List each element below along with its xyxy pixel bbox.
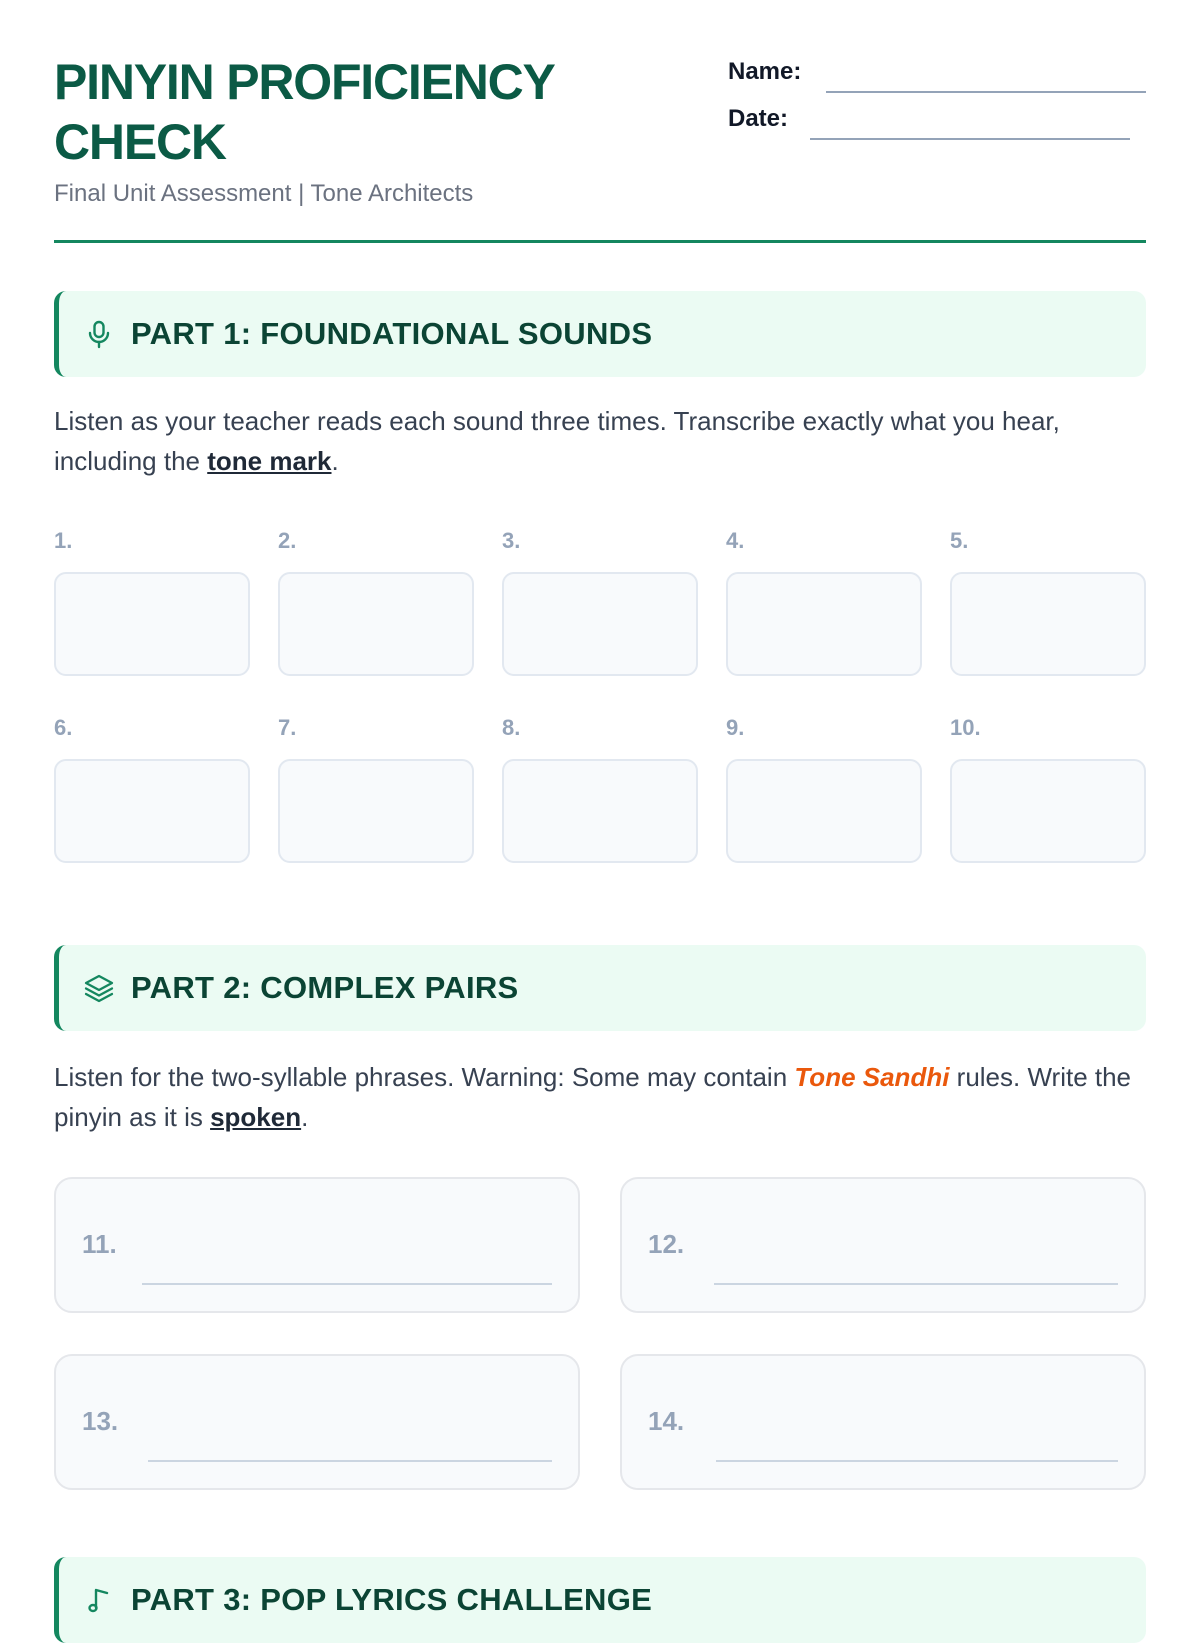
pair-item	[54, 1354, 580, 1490]
item-number: 11.	[82, 1229, 117, 1259]
part2-instructions-middle: rules. Write the pinyin as it is	[54, 1062, 1132, 1132]
page-title: PINYIN PROFICIENCY CHECK	[54, 54, 554, 170]
part1-instructions-text: Listen as your teacher reads each sound three times. Transcribe exactly what you hear, including the	[54, 406, 1060, 476]
sound-item	[54, 715, 250, 895]
pair-item	[54, 1177, 580, 1313]
answer-line[interactable]	[716, 1460, 1118, 1462]
item-number: 10.	[950, 715, 981, 740]
sound-item	[54, 528, 250, 708]
answer-box[interactable]	[726, 759, 922, 863]
sound-item	[278, 715, 474, 895]
sound-item	[950, 528, 1146, 708]
part1-row-1	[54, 528, 1146, 708]
page-subtitle: Final Unit Assessment | Tone Architects	[54, 180, 474, 207]
part2-banner	[54, 945, 1146, 1031]
date-row	[728, 101, 1146, 148]
sound-item	[726, 715, 922, 895]
item-number: 12.	[648, 1229, 685, 1259]
answer-line[interactable]	[714, 1283, 1118, 1285]
item-number: 14.	[648, 1406, 685, 1436]
part1-instructions	[54, 401, 1146, 481]
item-number: 8.	[502, 715, 521, 740]
part2-instructions-text: Listen for the two-syllable phrases. Warning: Some may contain	[54, 1062, 795, 1092]
part1-title: PART 1: FOUNDATIONAL SOUNDS	[131, 316, 653, 351]
name-label: Name:	[728, 58, 802, 85]
header-divider	[54, 240, 1146, 243]
part2-emphasis: spoken	[210, 1102, 302, 1132]
worksheet-page	[54, 0, 1146, 1617]
student-info	[728, 54, 1146, 148]
part2-instructions-end: .	[301, 1102, 309, 1132]
item-number: 6.	[54, 715, 73, 740]
part3-title: PART 3: POP LYRICS CHALLENGE	[131, 1582, 653, 1617]
sound-item	[726, 528, 922, 708]
date-label: Date:	[728, 105, 789, 132]
music-note-icon	[83, 1584, 115, 1616]
sound-item	[502, 715, 698, 895]
answer-box[interactable]	[278, 572, 474, 676]
item-number: 4.	[726, 528, 745, 553]
item-number: 5.	[950, 528, 969, 553]
layers-icon	[83, 972, 115, 1004]
part1-row-2	[54, 715, 1146, 895]
answer-box[interactable]	[950, 572, 1146, 676]
part2-instructions	[54, 1057, 1146, 1137]
item-number: 9.	[726, 715, 745, 740]
item-number: 13.	[82, 1406, 119, 1436]
answer-box[interactable]	[726, 572, 922, 676]
answer-line[interactable]	[148, 1460, 552, 1462]
part1-banner	[54, 291, 1146, 377]
answer-box[interactable]	[502, 759, 698, 863]
item-number: 1.	[54, 528, 73, 553]
microphone-icon	[83, 318, 115, 350]
answer-box[interactable]	[502, 572, 698, 676]
item-number: 3.	[502, 528, 521, 553]
pair-item	[620, 1354, 1146, 1490]
answer-box[interactable]	[54, 572, 250, 676]
part2-title: PART 2: COMPLEX PAIRS	[131, 970, 519, 1005]
answer-line[interactable]	[142, 1283, 552, 1285]
part1-emphasis: tone mark	[207, 446, 332, 476]
name-field[interactable]	[826, 91, 1146, 93]
answer-box[interactable]	[278, 759, 474, 863]
item-number: 2.	[278, 528, 297, 553]
item-number: 7.	[278, 715, 297, 740]
sound-item	[950, 715, 1146, 895]
part1-instructions-end: .	[331, 446, 339, 476]
sound-item	[502, 528, 698, 708]
pair-item	[620, 1177, 1146, 1313]
part3-banner	[54, 1557, 1146, 1643]
answer-box[interactable]	[54, 759, 250, 863]
name-row	[728, 54, 1146, 101]
sound-item	[278, 528, 474, 708]
tone-sandhi-warning: Tone Sandhi	[794, 1062, 950, 1092]
answer-box[interactable]	[950, 759, 1146, 863]
date-field[interactable]	[810, 138, 1130, 140]
